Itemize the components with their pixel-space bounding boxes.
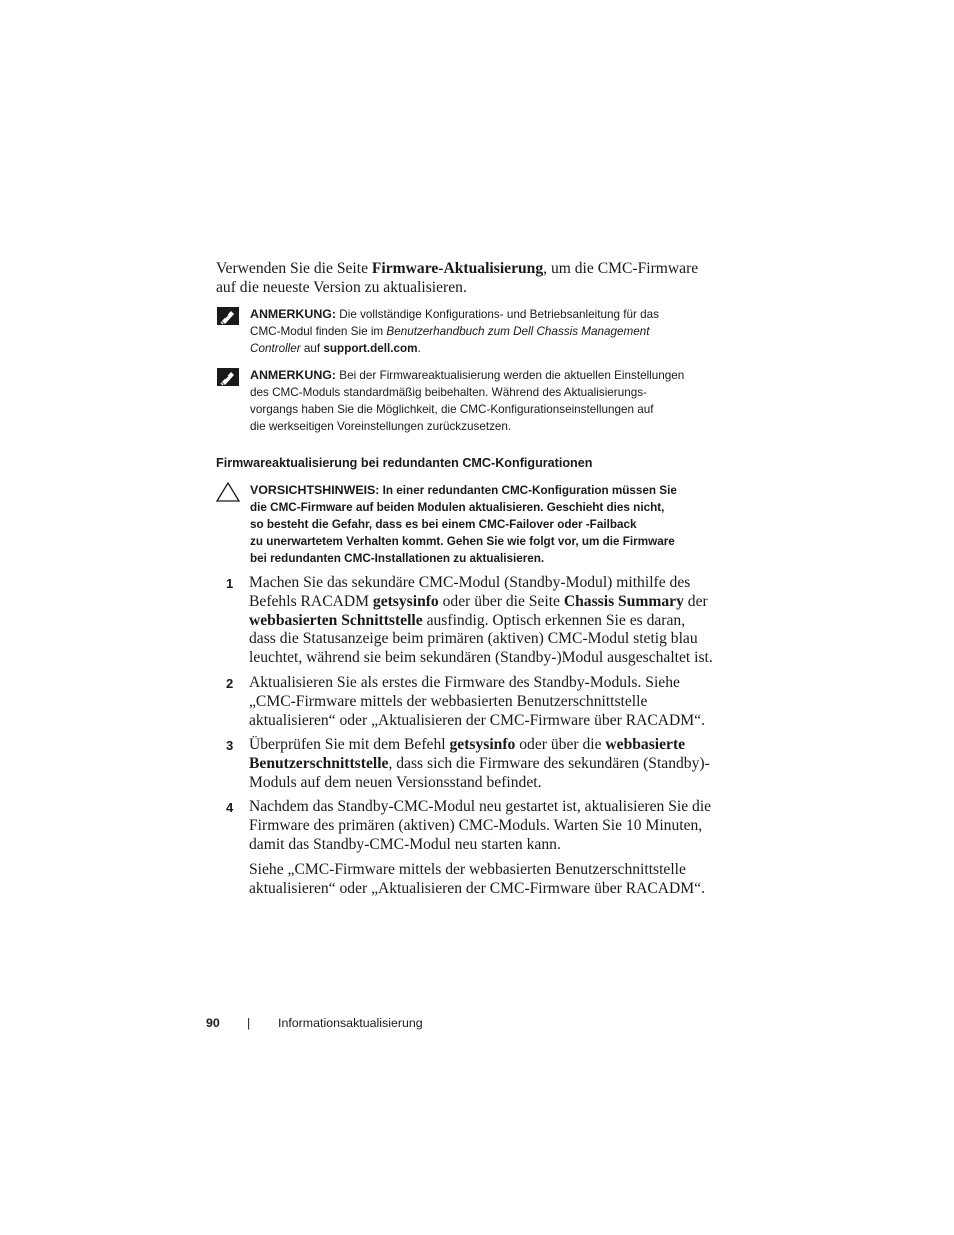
footer-separator: |: [247, 1016, 251, 1030]
step-number: 1: [226, 576, 234, 591]
note-label: ANMERKUNG:: [250, 307, 337, 321]
support-link: support.dell.com: [323, 342, 418, 355]
page-number: 90: [206, 1016, 220, 1030]
list-item-step-3: 3 Überprüfen Sie mit dem Befehl getsysinfo oder über die webbasierte Benutzerschnittstelle, dass sich die Firmware des sekundären (Standby)- Moduls auf dem neuen Versionsstand befindet.: [226, 736, 710, 791]
note-1: ANMERKUNG: Die vollständige Konfigurations- und Betriebsanleitung für das CMC-Modul finden Sie im Benutzerhandbuch zum Dell Chassis Management Controller auf support.dell.com.: [216, 306, 716, 357]
step-number: 4: [226, 800, 234, 815]
note-label: ANMERKUNG:: [250, 368, 337, 382]
footer-section-title: Informationsaktualisierung: [278, 1016, 423, 1030]
firmware-update-term: Firmware-Aktualisierung: [371, 260, 544, 277]
intro-paragraph: Verwenden Sie die Seite Firmware-Aktualisierung, um die CMC-Firmware auf die neueste Version zu aktualisieren.: [216, 260, 699, 296]
caution-triangle-icon: [216, 482, 240, 502]
caution-block: VORSICHTSHINWEIS: In einer redundanten CMC-Konfiguration müssen Sie die CMC-Firmware auf beiden Modulen aktualisieren. Geschieht dies nicht, so besteht die Gefahr, dass es bei einem CMC-Failover oder -Failback zu unerwartetem Verhalten kommt. Gehen Sie wie folgt vor, um die Firmware bei redundanten CMC-Installationen zu aktualisieren.: [216, 482, 716, 567]
step-number: 3: [226, 738, 234, 753]
list-item-step-1: 1 Machen Sie das sekundäre CMC-Modul (Standby-Modul) mithilfe des Befehls RACADM getsysinfo oder über die Seite Chassis Summary der webbasierten Schnittstelle ausfindig. Optisch erkennen Sie es daran, dass die Statusanzeige beim primären (aktiven) CMC-Modul stetig blau leuchtet, während sie beim sekundären (Standby-)Modul ausgeschaltet ist.: [226, 574, 713, 667]
manual-title: Benutzerhandbuch zum Dell Chassis Management: [386, 325, 650, 338]
step-number: 2: [226, 676, 234, 691]
section-heading: Firmwareaktualisierung bei redundanten CMC-Konfigurationen: [216, 456, 593, 470]
note-2: ANMERKUNG: Bei der Firmwareaktualisierung werden die aktuellen Einstellungen des CMC-Moduls standardmäßig beibehalten. Während des Aktualisierungs- vorgangs haben Sie die Möglichkeit, die CMC-Konfigurationseinstellungen auf die werkseitigen Voreinstellungen zurückzusetzen.: [216, 367, 716, 435]
note-pencil-icon: [216, 367, 240, 387]
list-item-step-4: 4 Nachdem das Standby-CMC-Modul neu gestartet ist, aktualisieren Sie die Firmware des primären (aktiven) CMC-Moduls. Warten Sie 10 Minuten, damit das Standby-CMC-Modul neu starten kann. Siehe „CMC-Firmware mittels der webbasierten Benutzerschnittstelle aktualisieren“ oder „Aktualisieren der CMC-Firmware über RACADM“.: [226, 798, 712, 898]
list-item-step-2: 2 Aktualisieren Sie als erstes die Firmware des Standby-Moduls. Siehe „CMC-Firmware mittels der webbasierten Benutzerschnittstelle aktualisieren“ oder „Aktualisieren der CMC-Firmware über RACADM“.: [226, 674, 705, 729]
caution-label: VORSICHTSHINWEIS:: [250, 483, 380, 497]
note-pencil-icon: [216, 306, 240, 326]
